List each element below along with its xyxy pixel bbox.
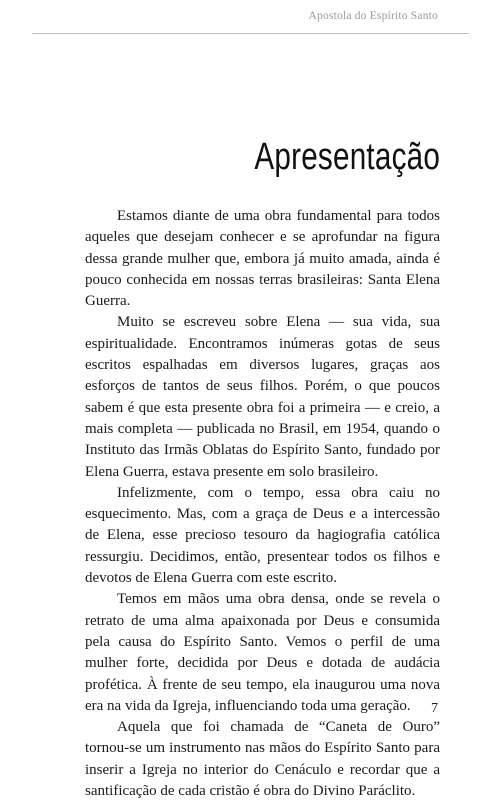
- paragraph: Aquela que foi chamada de “Caneta de Ouro” tornou-se um instrumento nas mãos do Espírito Santo para inserir a Igreja no interior do Cenáculo e recordar que a santificação de cada cristão é obra do Divino Paráclito.: [85, 719, 440, 800]
- chapter-title: Apresentação: [254, 136, 440, 178]
- paragraph: Muito se escreveu sobre Elena — sua vida, sua espiritualidade. Encontramos inúmeras gotas de seus escritos espalhadas em diversos lugares, graças aos esforços de tantos de seus filhos. Porém, o que poucos sabem é que esta presente obra foi a primeira — e creio, a mais completa — publicada no Brasil, em 1954, quando o Instituto das Irmãs Oblatas do Espírito Santo, fundado por Elena Guerra, estava presente em solo brasileiro.: [85, 314, 440, 480]
- page-number: 7: [431, 701, 438, 716]
- paragraph: Temos em mãos uma obra densa, onde se revela o retrato de uma alma apaixonada por Deus e consumida pela causa do Espírito Santo. Vemos o perfil de uma mulher forte, decidida por Deus e dotada de audácia profética. À frente de seu tempo, ela inaugurou uma nova era na vida da Igreja, influenciando toda uma geração.: [85, 591, 440, 714]
- header-rule: [32, 33, 469, 34]
- paragraph: Estamos diante de uma obra fundamental para todos aqueles que desejam conhecer e se aprofundar na figura dessa grande mulher que, embora já muito amada, ainda é pouco conhecida em nossas terras brasileiras: Santa Elena Guerra.: [85, 208, 440, 310]
- body-text: [85, 206, 440, 802]
- running-head: Apostola do Espírito Santo: [308, 10, 438, 22]
- paragraph: Infelizmente, com o tempo, essa obra caiu no esquecimento. Mas, com a graça de Deus e a intercessão de Elena, esse precioso tesouro da hagiografia católica ressurgiu. Decidimos, então, presentear todos os filhos e devotos de Elena Guerra com este escrito.: [85, 484, 440, 587]
